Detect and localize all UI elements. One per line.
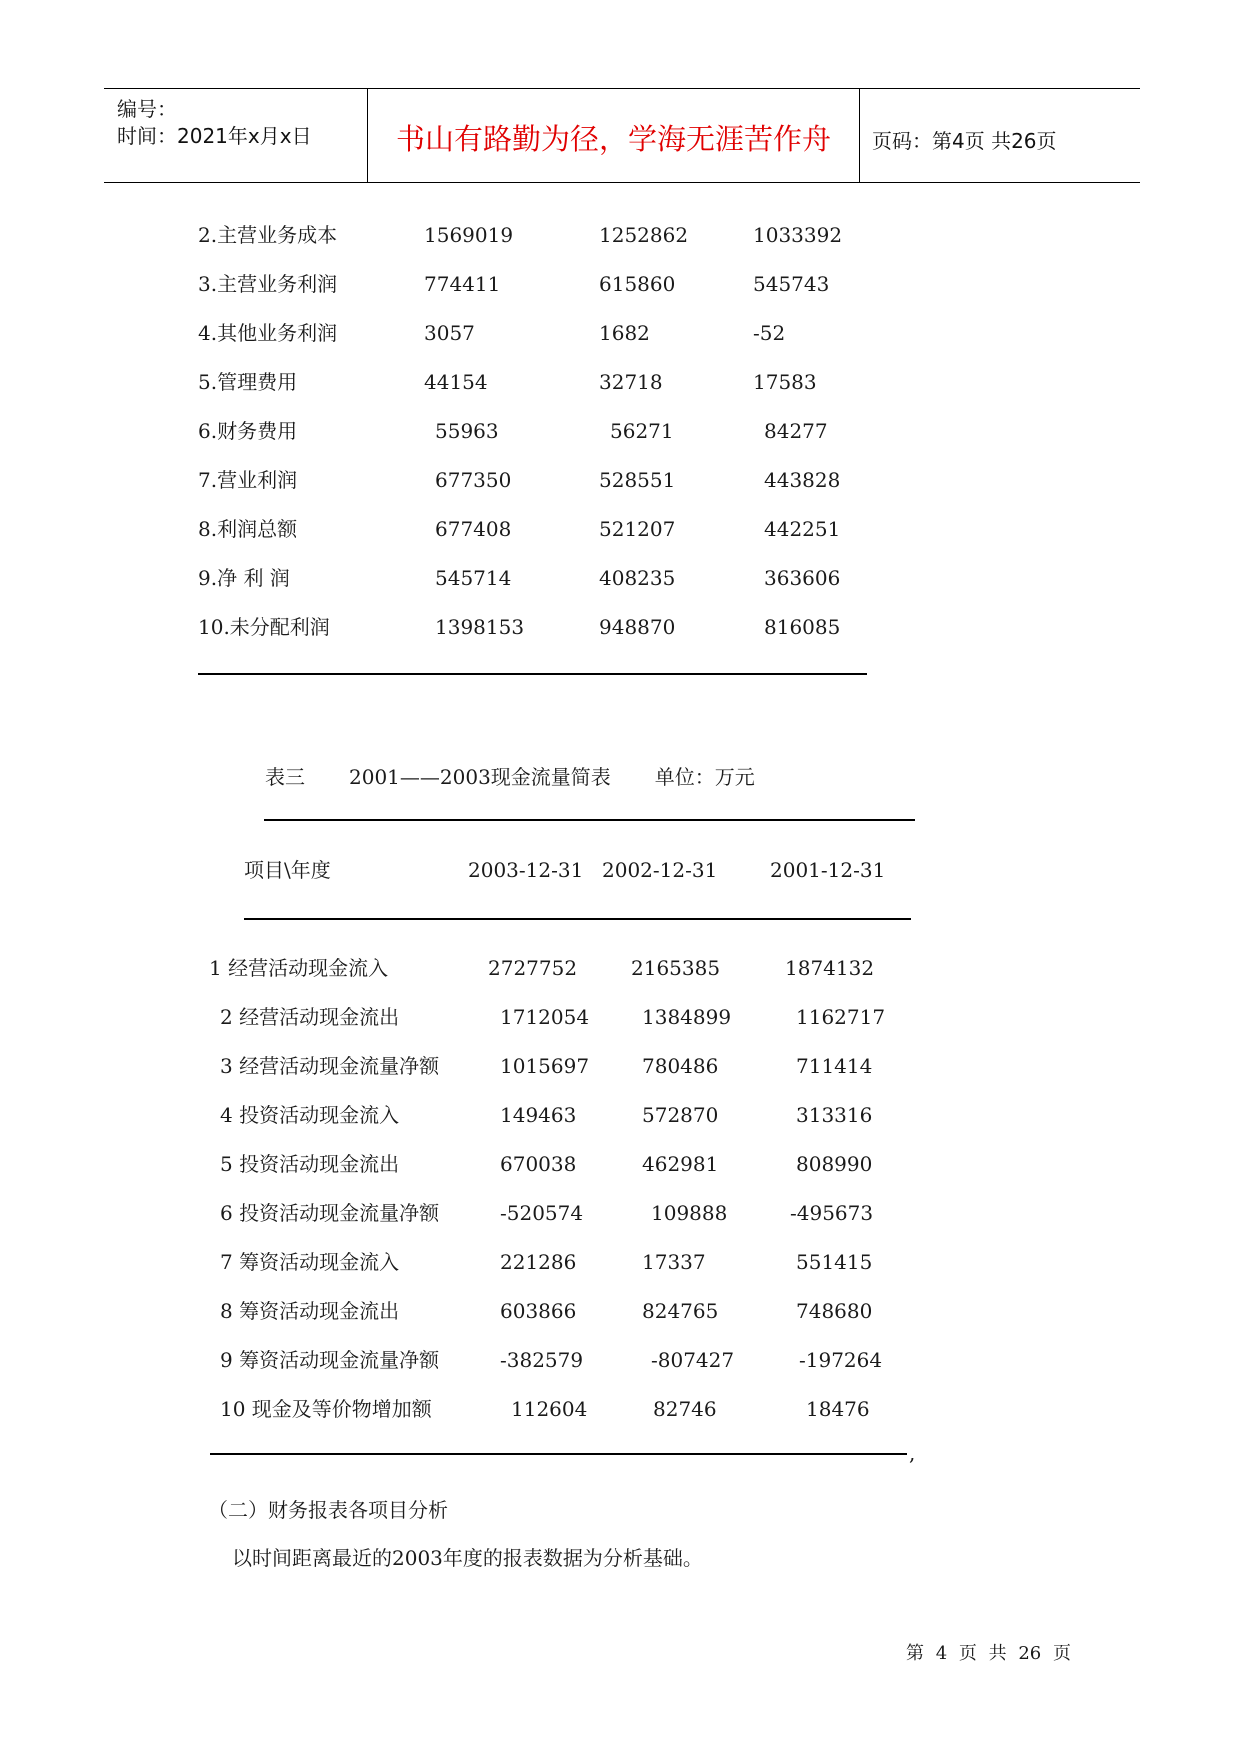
cashflow-table-value-2002: 1384899 [642, 1005, 732, 1029]
income-table-item: 4.其他业务利润 [198, 321, 338, 345]
cashflow-table-value-2003: -382579 [500, 1348, 584, 1372]
table3-header-rule [244, 918, 911, 920]
cashflow-table-row [0, 1198, 1241, 1228]
header-code-label: 编号： [117, 97, 177, 121]
income-table-value-2003: 3057 [424, 321, 475, 345]
cashflow-table-value-2002: 572870 [642, 1103, 719, 1127]
income-table-value-2002: 1252862 [599, 223, 689, 247]
cashflow-table-value-2003: 1712054 [500, 1005, 590, 1029]
income-table-value-2001: 17583 [753, 370, 817, 394]
cashflow-table-value-2002: 109888 [651, 1201, 728, 1225]
income-table-value-2002: 521207 [599, 517, 676, 541]
table3-header-col3: 2001-12-31 [770, 858, 886, 882]
cashflow-table-row [0, 1051, 1241, 1081]
income-table-row [0, 612, 1241, 642]
cashflow-table-value-2001: 748680 [796, 1299, 873, 1323]
income-table-row [0, 416, 1241, 446]
income-table-value-2002: 56271 [610, 419, 674, 443]
cashflow-table-item: 1 经营活动现金流入 [209, 956, 389, 980]
header-bottom-rule [104, 182, 1140, 183]
cashflow-table-value-2003: -520574 [500, 1201, 584, 1225]
income-table-value-2002: 32718 [599, 370, 663, 394]
income-table-item: 6.财务费用 [198, 419, 298, 443]
cashflow-table-value-2003: 1015697 [500, 1054, 590, 1078]
income-table-item: 2.主营业务成本 [198, 223, 338, 247]
income-table-value-2002: 528551 [599, 468, 676, 492]
income-table-item: 3.主营业务利润 [198, 272, 338, 296]
cashflow-table-value-2003: 670038 [500, 1152, 577, 1176]
income-table-value-2001: 545743 [753, 272, 830, 296]
income-table-value-2001: 443828 [764, 468, 841, 492]
cashflow-table-item: 2 经营活动现金流出 [220, 1005, 400, 1029]
income-table-value-2003: 774411 [424, 272, 501, 296]
income-table-value-2003: 44154 [424, 370, 488, 394]
cashflow-table-row [0, 1100, 1241, 1130]
income-table-row [0, 514, 1241, 544]
income-table-item: 10.未分配利润 [198, 615, 330, 639]
income-table-value-2001: 1033392 [753, 223, 843, 247]
cashflow-table-value-2002: 82746 [653, 1397, 717, 1421]
income-table-row [0, 318, 1241, 348]
cashflow-table-row [0, 1149, 1241, 1179]
income-table-row [0, 367, 1241, 397]
cashflow-table-value-2001: -197264 [799, 1348, 883, 1372]
cashflow-table-value-2002: 462981 [642, 1152, 719, 1176]
income-table-item: 5.管理费用 [198, 370, 298, 394]
cashflow-table-value-2001: 18476 [806, 1397, 870, 1421]
cashflow-table-row [0, 953, 1241, 983]
cashflow-table-value-2001: 313316 [796, 1103, 873, 1127]
table3-header-col2: 2002-12-31 [602, 858, 718, 882]
cashflow-table-item: 10 现金及等价物增加额 [220, 1397, 432, 1421]
cashflow-table-item: 8 筹资活动现金流出 [220, 1299, 400, 1323]
income-table-value-2003: 55963 [435, 419, 499, 443]
table3-header-item: 项目\年度 [244, 858, 331, 882]
income-table-value-2003: 677408 [435, 517, 512, 541]
table3-caption-unit: 单位：万元 [654, 765, 755, 789]
cashflow-table-item: 4 投资活动现金流入 [220, 1103, 400, 1127]
header-divider-right [859, 88, 860, 183]
cashflow-table-value-2002: 824765 [642, 1299, 719, 1323]
income-table-item: 8.利润总额 [198, 517, 298, 541]
income-table-row [0, 220, 1241, 250]
table3-header-col1: 2003-12-31 [468, 858, 584, 882]
cashflow-table-value-2001: 808990 [796, 1152, 873, 1176]
income-table-item: 7.营业利润 [198, 468, 298, 492]
analysis-paragraph: 以时间距离最近的2003年度的报表数据为分析基础。 [232, 1546, 703, 1570]
table3-header-row [0, 855, 1241, 885]
header-time-label: 时间：2021年x月x日 [117, 124, 312, 148]
income-table-value-2003: 545714 [435, 566, 512, 590]
cashflow-table-value-2002: 17337 [642, 1250, 706, 1274]
cashflow-table-value-2003: 603866 [500, 1299, 577, 1323]
header-top-rule [104, 88, 1140, 89]
income-table-value-2001: 363606 [764, 566, 841, 590]
cashflow-table-item: 6 投资活动现金流量净额 [220, 1201, 440, 1225]
income-table-row [0, 465, 1241, 495]
cashflow-table-row [0, 1345, 1241, 1375]
cashflow-table-row [0, 1247, 1241, 1277]
table3-bottom-rule [210, 1453, 907, 1455]
cashflow-table-item: 9 筹资活动现金流量净额 [220, 1348, 440, 1372]
cashflow-table-value-2001: 1874132 [785, 956, 875, 980]
cashflow-table-value-2002: 2165385 [631, 956, 721, 980]
income-table-value-2003: 1398153 [435, 615, 525, 639]
cashflow-table-item: 5 投资活动现金流出 [220, 1152, 400, 1176]
cashflow-table-row [0, 1002, 1241, 1032]
income-table-value-2002: 615860 [599, 272, 676, 296]
cashflow-table-value-2003: 221286 [500, 1250, 577, 1274]
income-table-value-2001: 816085 [764, 615, 841, 639]
cashflow-table-value-2001: 551415 [796, 1250, 873, 1274]
section-heading: （二）财务报表各项目分析 [208, 1498, 448, 1522]
cashflow-table-value-2003: 112604 [511, 1397, 588, 1421]
income-table-value-2002: 1682 [599, 321, 650, 345]
income-table-value-2002: 408235 [599, 566, 676, 590]
table3-top-rule [264, 819, 915, 821]
income-table-value-2002: 948870 [599, 615, 676, 639]
table3-caption-label: 表三 [265, 765, 305, 789]
income-table-value-2001: 84277 [764, 419, 828, 443]
income-table-row [0, 563, 1241, 593]
table3-caption [265, 761, 755, 790]
header-page-label: 页码：第4页 共26页 [872, 129, 1057, 153]
cashflow-table-value-2001: 1162717 [796, 1005, 886, 1029]
cashflow-table-value-2002: -807427 [651, 1348, 735, 1372]
cashflow-table-value-2003: 2727752 [488, 956, 578, 980]
cashflow-table-value-2003: 149463 [500, 1103, 577, 1127]
income-table-value-2001: 442251 [764, 517, 841, 541]
income-table-value-2003: 677350 [435, 468, 512, 492]
cashflow-table-item: 7 筹资活动现金流入 [220, 1250, 400, 1274]
cashflow-table-value-2001: 711414 [796, 1054, 873, 1078]
header-slogan: 书山有路勤为径，学海无涯苦作舟 [395, 122, 831, 156]
cashflow-table-item: 3 经营活动现金流量净额 [220, 1054, 440, 1078]
income-table-bottom-rule [198, 673, 867, 675]
page-footer: 第 4 页 共 26 页 [906, 1643, 1071, 1664]
income-table-row [0, 269, 1241, 299]
cashflow-table-value-2002: 780486 [642, 1054, 719, 1078]
income-table-value-2001: -52 [753, 321, 786, 345]
cashflow-table-row [0, 1296, 1241, 1326]
cashflow-table-row [0, 1394, 1241, 1424]
cashflow-table-value-2001: -495673 [790, 1201, 874, 1225]
income-table-value-2003: 1569019 [424, 223, 514, 247]
table3-caption-title: 2001——2003现金流量简表 [349, 765, 611, 789]
income-table-item: 9.净 利 润 [198, 566, 290, 590]
table3-trailing-mark: , [909, 1441, 916, 1465]
